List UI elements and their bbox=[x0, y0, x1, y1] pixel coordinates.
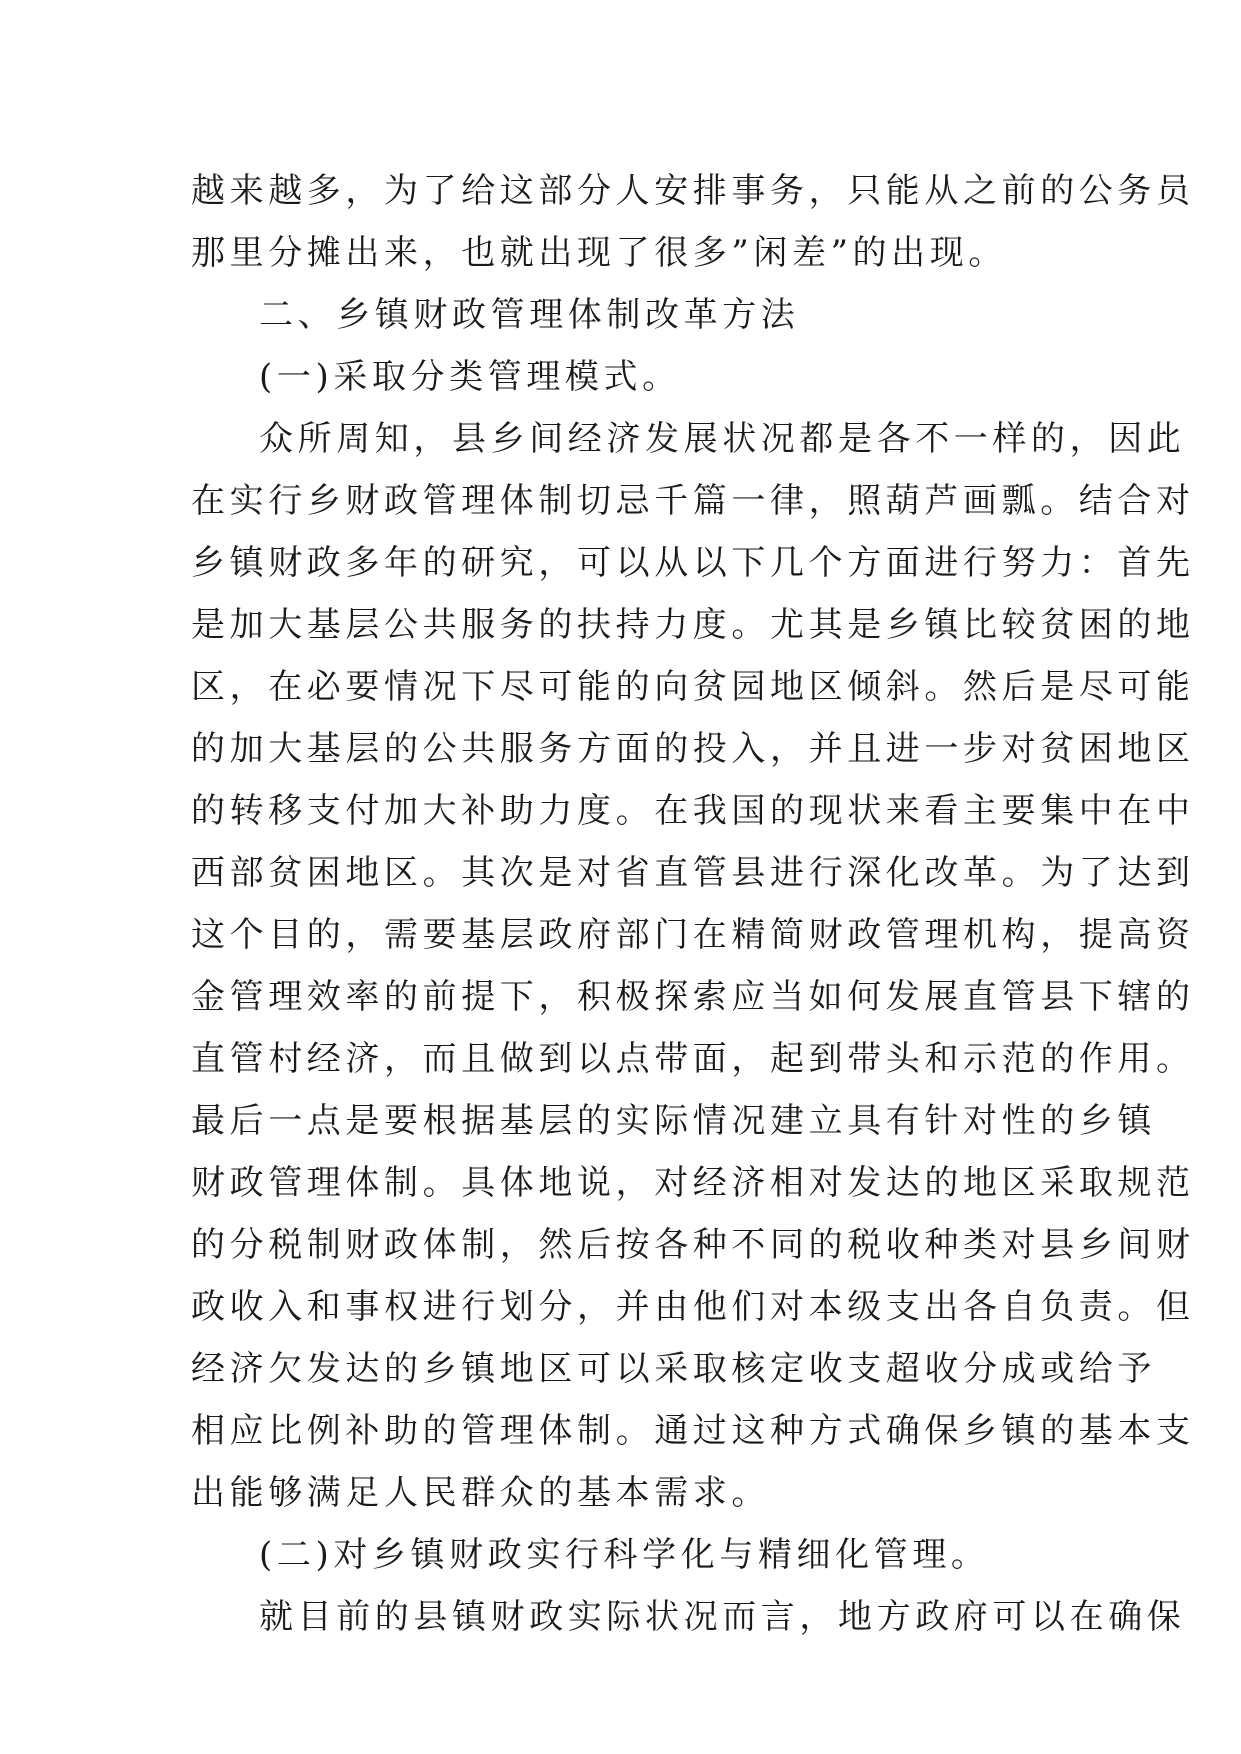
text-line-17: 财政管理体制。具体地说，对经济相对发达的地区采取规范 bbox=[191, 1163, 1195, 1203]
text-line-14: 金管理效率的前提下，积极探索应当如何发展直管县下辖的 bbox=[191, 977, 1195, 1017]
subsection-heading-2: (二)对乡镇财政实行科学化与精细化管理。 bbox=[259, 1535, 990, 1575]
text-line-7: 乡镇财政多年的研究，可以从以下几个方面进行努力：首先 bbox=[191, 543, 1195, 583]
text-line-2: 那里分摊出来，也就出现了很多”闲差”的出现。 bbox=[191, 233, 1007, 273]
text-line-11: 的转移支付加大补助力度。在我国的现状来看主要集中在中 bbox=[191, 791, 1195, 831]
subsection-heading-1: (一)采取分类管理模式。 bbox=[259, 357, 681, 397]
text-line-5: 众所周知，县乡间经济发展状况都是各不一样的，因此 bbox=[259, 419, 1186, 459]
text-line-13: 这个目的，需要基层政府部门在精简财政管理机构，提高资 bbox=[191, 915, 1195, 955]
section-heading: 二、乡镇财政管理体制改革方法 bbox=[259, 295, 800, 335]
text-line-6: 在实行乡财政管理体制切忌千篇一律，照葫芦画瓢。结合对 bbox=[191, 481, 1195, 521]
body-text bbox=[191, 160, 1195, 1648]
text-line-15: 直管村经济，而且做到以点带面，起到带头和示范的作用。 bbox=[191, 1039, 1195, 1079]
text-line-20: 经济欠发达的乡镇地区可以采取核定收支超收分成或给予 bbox=[191, 1349, 1156, 1389]
text-line-21: 相应比例补助的管理体制。通过这种方式确保乡镇的基本支 bbox=[191, 1411, 1195, 1451]
text-line-19: 政收入和事权进行划分，并由他们对本级支出各自负责。但 bbox=[191, 1287, 1195, 1327]
text-line-1: 越来越多，为了给这部分人安排事务，只能从之前的公务员 bbox=[191, 171, 1195, 211]
text-line-9: 区，在必要情况下尽可能的向贫园地区倾斜。然后是尽可能 bbox=[191, 667, 1195, 707]
text-line-12: 西部贫困地区。其次是对省直管县进行深化改革。为了达到 bbox=[191, 853, 1195, 893]
text-line-16: 最后一点是要根据基层的实际情况建立具有针对性的乡镇 bbox=[191, 1101, 1156, 1141]
text-line-18: 的分税制财政体制，然后按各种不同的税收种类对县乡间财 bbox=[191, 1225, 1195, 1265]
text-line-24: 就目前的县镇财政实际状况而言，地方政府可以在确保 bbox=[259, 1597, 1186, 1637]
text-line-10: 的加大基层的公共服务方面的投入，并且进一步对贫困地区 bbox=[191, 729, 1195, 769]
text-line-22: 出能够满足人民群众的基本需求。 bbox=[191, 1473, 770, 1513]
text-line-8: 是加大基层公共服务的扶持力度。尤其是乡镇比较贫困的地 bbox=[191, 605, 1195, 645]
